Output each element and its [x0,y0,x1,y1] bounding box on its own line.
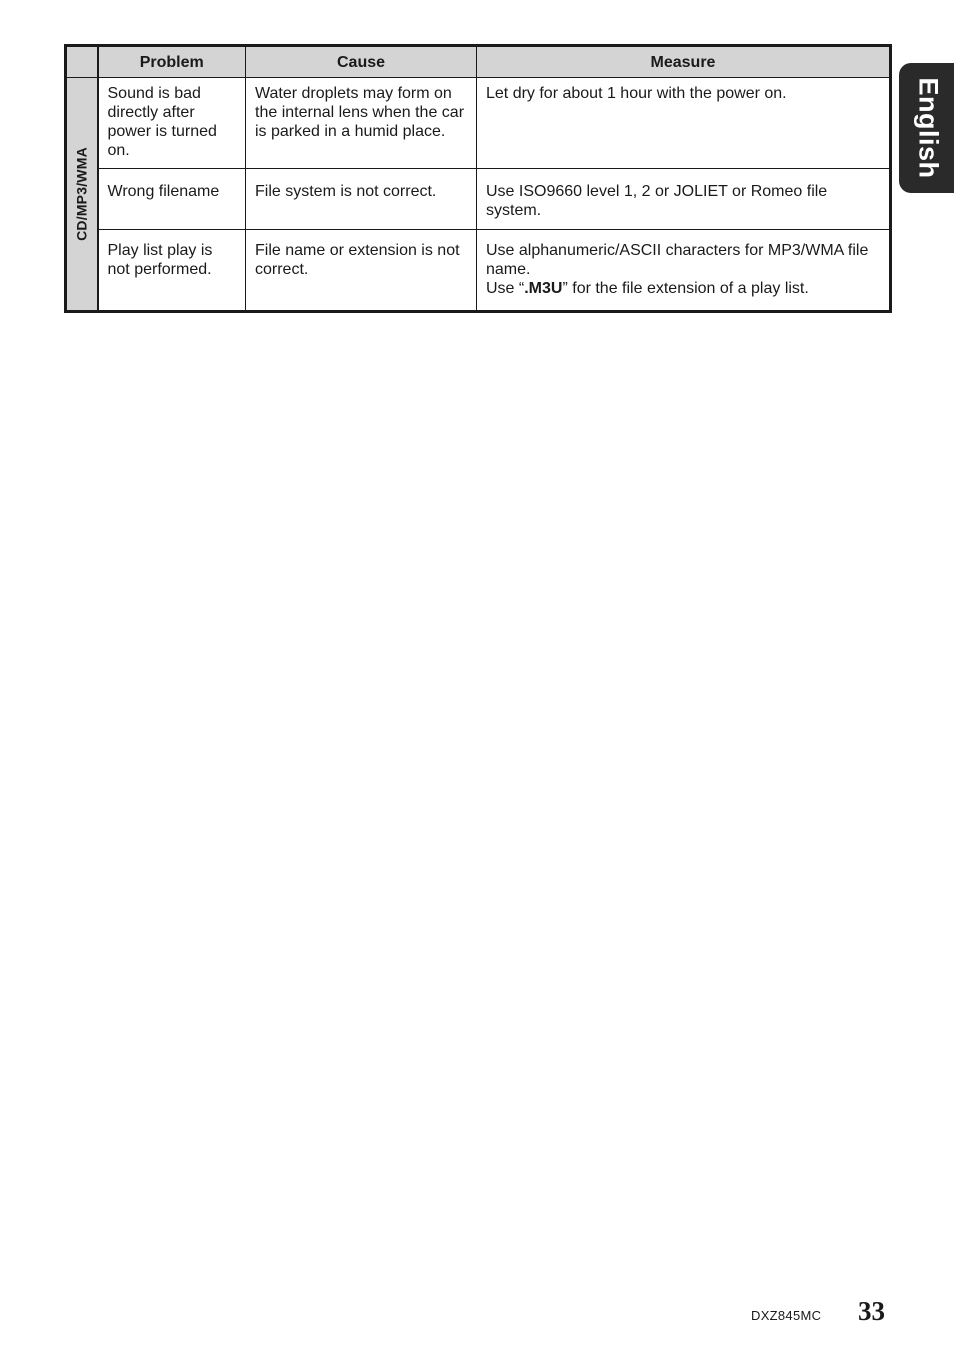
table-row [66,169,891,230]
model-number: DXZ845MC [751,1308,822,1323]
problem-cell [98,230,246,312]
table-row [66,78,891,169]
header-cause: Cause [246,46,477,78]
playlist-extension-keyword: .M3U [524,280,563,297]
cause-text: File system is not correct. [255,183,437,200]
header-measure: Measure [477,46,891,78]
measure-cell [477,78,891,169]
measure-line-playlist [486,279,881,298]
problem-text: Play list play is not performed. [107,242,213,278]
header-corner-cell [66,46,98,78]
problem-cell [98,78,246,169]
problem-cell [98,169,246,230]
cause-text: Water droplets may form on the internal lens when the car is parked in a humid place. [255,85,465,140]
cause-cell [246,230,477,312]
troubleshooting-table [64,44,892,313]
measure-text: Let dry for about 1 hour with the power on. [486,85,787,102]
section-label: CD/MP3/WMA [73,147,90,241]
language-tab [899,63,954,193]
measure-text [477,230,889,306]
measure-text: Use ISO9660 level 1, 2 or JOLIET or Romeo file system. [486,183,828,219]
header-problem: Problem [98,46,246,78]
page-number: 33 [858,1296,885,1326]
table-header-row [66,46,891,78]
problem-text: Wrong filename [107,183,220,200]
problem-text: Sound is bad directly after power is turned on. [107,85,217,159]
cause-text: File name or extension is not correct. [255,242,460,278]
cause-cell [246,169,477,230]
table-row [66,230,891,312]
measure-cell [477,169,891,230]
cause-cell [246,78,477,169]
measure-prefix: Use “ [486,280,525,297]
measure-cell [477,230,891,312]
language-tab-label: English [913,77,944,179]
measure-line-charset: Use alphanumeric/ASCII characters for MP3/WMA file name. [486,242,869,278]
measure-suffix: ” for the file extension of a play list. [562,280,809,297]
section-cell [66,78,98,312]
